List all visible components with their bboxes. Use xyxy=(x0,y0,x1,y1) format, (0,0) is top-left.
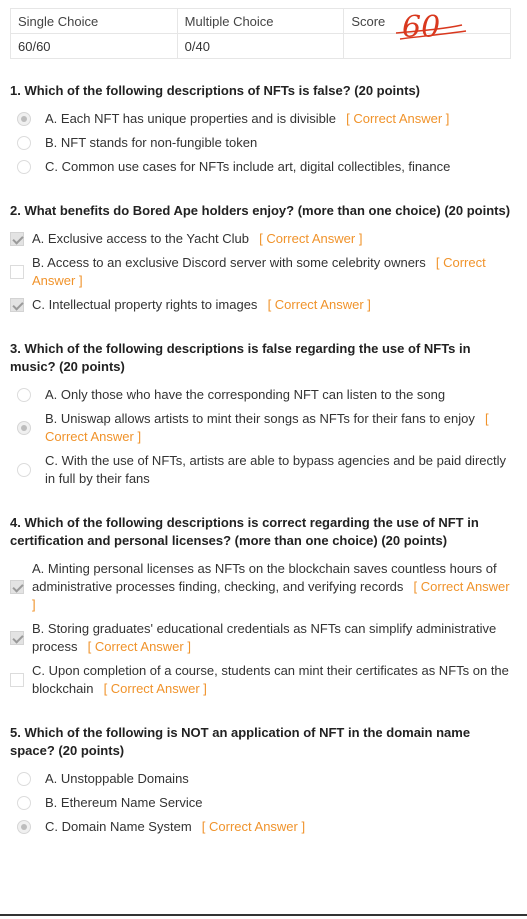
option-text xyxy=(32,230,527,248)
bottom-divider xyxy=(0,914,527,916)
radio-option[interactable] xyxy=(0,386,527,404)
option-label: B. Access to an exclusive Discord server with some celebrity owners xyxy=(32,255,426,270)
single-choice-score: 60/60 xyxy=(11,34,178,59)
option-label: B. Uniswap allows artists to mint their songs as NFTs for their fans to enjoy xyxy=(45,411,475,426)
radio-button[interactable] xyxy=(17,796,31,810)
radio-option[interactable] xyxy=(0,410,527,446)
question-list xyxy=(0,82,527,842)
checkbox-option[interactable] xyxy=(0,560,527,614)
checkbox[interactable] xyxy=(10,673,24,687)
option-text xyxy=(45,110,527,128)
radio-button[interactable] xyxy=(17,136,31,150)
checkbox-option[interactable] xyxy=(0,254,527,290)
option-text xyxy=(45,770,527,788)
question-4 xyxy=(0,514,527,698)
option-text xyxy=(32,254,527,290)
handwritten-score-text: 60 xyxy=(402,10,441,45)
single-choice-header: Single Choice xyxy=(11,9,178,34)
checkbox[interactable] xyxy=(10,265,24,279)
option-text xyxy=(32,620,527,656)
correct-answer-tag: [ Correct Answer ] xyxy=(32,255,486,288)
option-text xyxy=(45,410,527,446)
radio-option[interactable] xyxy=(0,770,527,788)
checkbox[interactable] xyxy=(10,631,24,645)
correct-answer-tag: [ Correct Answer ] xyxy=(45,411,489,444)
option-label: B. NFT stands for non-fungible token xyxy=(45,135,258,150)
correct-answer-tag: [ Correct Answer ] xyxy=(201,819,306,834)
score-table xyxy=(10,8,511,59)
option-label: B. Storing graduates' educational credentials as NFTs can simplify administrative process xyxy=(32,621,497,654)
option-text xyxy=(45,818,527,836)
option-text xyxy=(45,134,527,152)
checkbox[interactable] xyxy=(10,580,24,594)
radio-button[interactable] xyxy=(17,160,31,174)
question-5 xyxy=(0,724,527,836)
radio-button[interactable] xyxy=(17,463,31,477)
radio-button[interactable] xyxy=(17,421,31,435)
option-text xyxy=(45,158,527,176)
option-label: C. With the use of NFTs, artists are able to bypass agencies and be paid directly in full by their fans xyxy=(45,453,507,486)
checkbox[interactable] xyxy=(10,298,24,312)
score-header xyxy=(344,9,511,45)
checkbox-option[interactable] xyxy=(0,620,527,656)
option-label: C. Common use cases for NFTs include art, digital collectibles, finance xyxy=(45,159,451,174)
radio-option[interactable] xyxy=(0,110,527,128)
option-label: A. Unstoppable Domains xyxy=(45,771,189,786)
radio-button[interactable] xyxy=(17,820,31,834)
checkbox[interactable] xyxy=(10,232,24,246)
radio-option[interactable] xyxy=(0,158,527,176)
option-text xyxy=(45,386,527,404)
option-text xyxy=(32,662,527,698)
option-label: A. Each NFT has unique properties and is divisible xyxy=(45,111,336,126)
checkbox-option[interactable] xyxy=(0,296,527,314)
option-label: A. Only those who have the corresponding NFT can listen to the song xyxy=(45,387,446,402)
score-header-label: Score xyxy=(351,13,386,29)
correct-answer-tag: [ Correct Answer ] xyxy=(259,231,363,246)
option-label: A. Minting personal licenses as NFTs on the blockchain saves countless hours of administrative processes finding, checking, and verifying records xyxy=(32,561,497,594)
option-text xyxy=(45,794,527,812)
option-label: C. Intellectual property rights to images xyxy=(32,297,258,312)
option-text xyxy=(45,452,527,488)
radio-option[interactable] xyxy=(0,452,527,488)
correct-answer-tag: [ Correct Answer ] xyxy=(103,681,207,696)
radio-button[interactable] xyxy=(17,772,31,786)
radio-option[interactable] xyxy=(0,818,527,836)
radio-button[interactable] xyxy=(17,388,31,402)
question-title: 2. What benefits do Bored Ape holders enjoy? (more than one choice) (20 points) xyxy=(10,203,511,218)
question-2 xyxy=(0,202,527,314)
option-label: A. Exclusive access to the Yacht Club xyxy=(32,231,250,246)
multiple-choice-score: 0/40 xyxy=(177,34,344,59)
question-title: 5. Which of the following is NOT an application of NFT in the domain name space? (20 points) xyxy=(10,725,471,758)
radio-button[interactable] xyxy=(17,112,31,126)
question-3 xyxy=(0,340,527,488)
correct-answer-tag: [ Correct Answer ] xyxy=(267,297,371,312)
question-title: 4. Which of the following descriptions is correct regarding the use of NFT in certification and personal licenses? (more than one choice) (20 points) xyxy=(10,515,479,548)
radio-option[interactable] xyxy=(0,134,527,152)
option-label: C. Upon completion of a course, students can mint their certificates as NFTs on the blockchain xyxy=(32,663,509,696)
question-1 xyxy=(0,82,527,176)
checkbox-option[interactable] xyxy=(0,662,527,698)
correct-answer-tag: [ Correct Answer ] xyxy=(87,639,191,654)
multiple-choice-header: Multiple Choice xyxy=(177,9,344,34)
correct-answer-tag: [ Correct Answer ] xyxy=(32,579,510,612)
radio-option[interactable] xyxy=(0,794,527,812)
option-label: B. Ethereum Name Service xyxy=(45,795,203,810)
handwritten-score-mark xyxy=(394,3,474,45)
question-title: 3. Which of the following descriptions is false regarding the use of NFTs in music? (20 points) xyxy=(10,341,471,374)
correct-answer-tag: [ Correct Answer ] xyxy=(346,111,450,126)
option-text xyxy=(32,296,527,314)
question-title: 1. Which of the following descriptions of NFTs is false? (20 points) xyxy=(10,83,421,98)
score-table-header-row xyxy=(11,9,511,34)
option-label: C. Domain Name System xyxy=(45,819,192,834)
checkbox-option[interactable] xyxy=(0,230,527,248)
option-text xyxy=(32,560,527,614)
